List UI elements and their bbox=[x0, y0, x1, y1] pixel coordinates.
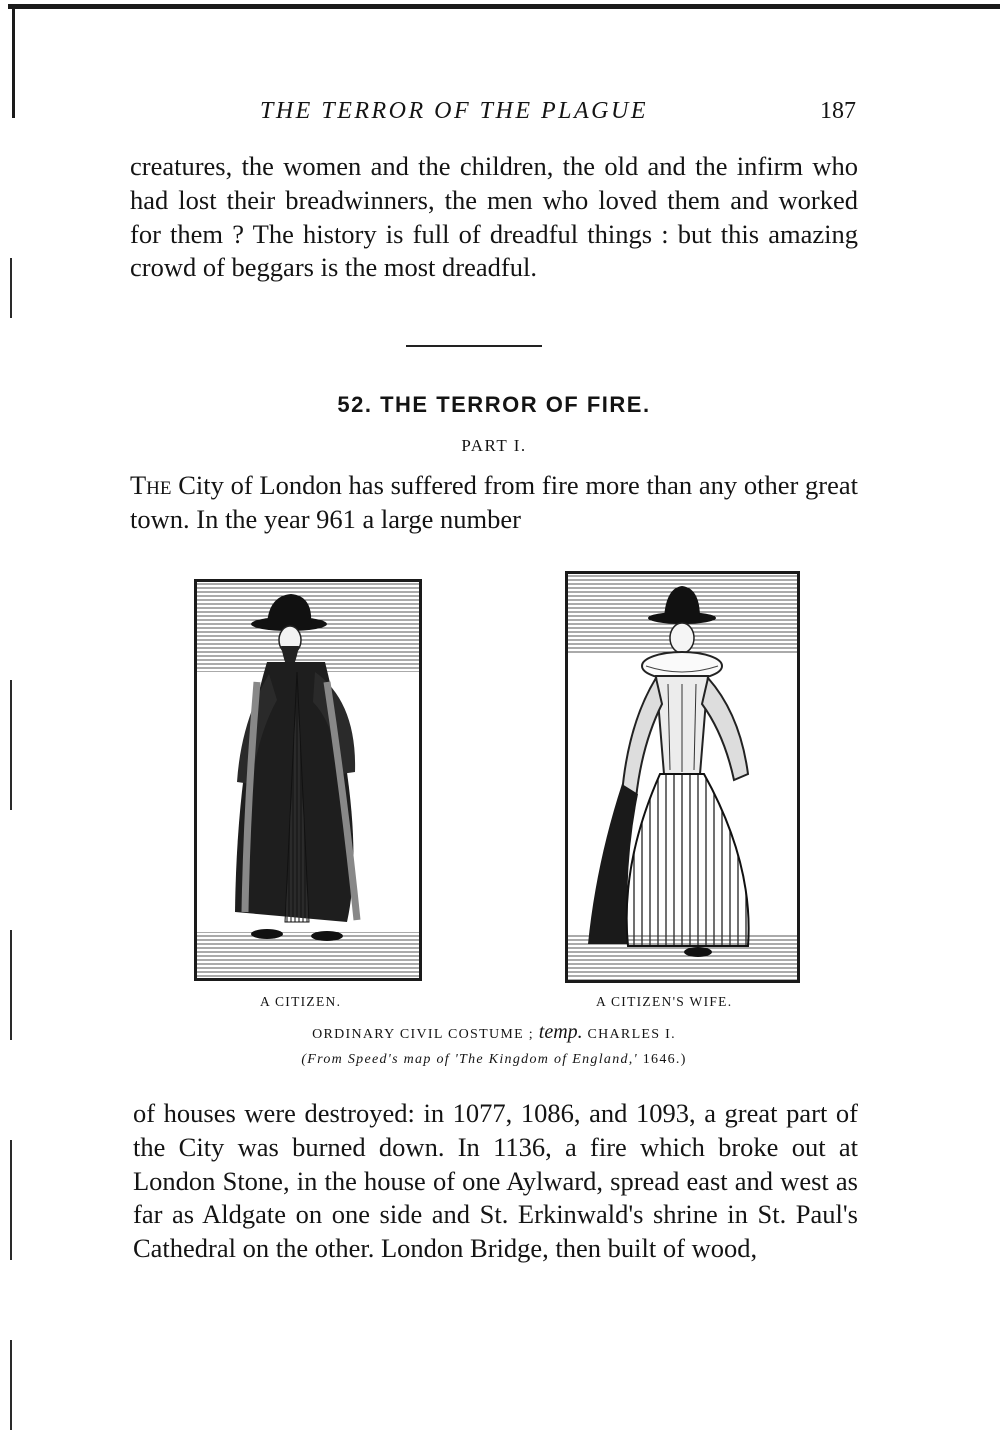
paragraph-continued bbox=[130, 150, 858, 285]
caption-citizens-wife: A CITIZEN'S WIFE. bbox=[596, 994, 733, 1009]
scan-edge-top bbox=[8, 4, 1000, 9]
part-label: PART I. bbox=[461, 436, 527, 455]
citizen-illustration bbox=[197, 582, 419, 978]
caption-costume-label: ORDINARY CIVIL COSTUME ; bbox=[312, 1027, 534, 1042]
citizens-wife-engraving bbox=[565, 571, 800, 983]
paragraph-section-opening bbox=[130, 469, 858, 537]
scan-edge-left bbox=[12, 6, 15, 118]
scan-edge-mark bbox=[10, 258, 12, 318]
scan-edge-mark bbox=[10, 930, 12, 1040]
running-head-title: THE TERROR OF THE PLAGUE bbox=[260, 98, 648, 124]
caption-citizen: A CITIZEN. bbox=[260, 994, 342, 1009]
scan-edge-mark bbox=[10, 1340, 12, 1430]
source-year: 1646.) bbox=[642, 1052, 687, 1067]
scan-edge-mark bbox=[10, 680, 12, 810]
paragraph-continued-after-figure bbox=[133, 1097, 858, 1266]
section-divider bbox=[406, 345, 542, 347]
paragraph-1-text: creatures, the women and the children, the old and the infirm who had lost their breadwinners, the men who loved them and worked for them ? The history is full of dreadful things : but this amazing crowd of beggars is the most dreadful. bbox=[130, 151, 858, 283]
figure-caption bbox=[130, 1021, 858, 1044]
figure-source bbox=[130, 1052, 858, 1068]
running-head bbox=[130, 98, 858, 134]
scan-edge-mark bbox=[10, 1140, 12, 1260]
dropcap-word: The bbox=[130, 470, 172, 500]
source-text: (From Speed's map of 'The Kingdom of England,' bbox=[301, 1052, 638, 1067]
citizens-wife-illustration bbox=[568, 574, 797, 980]
page-number: 187 bbox=[820, 98, 856, 124]
paragraph-2-text: City of London has suffered from fire more than any other great town. In the year 961 a large number bbox=[130, 470, 858, 534]
caption-reign: CHARLES I. bbox=[587, 1027, 676, 1042]
section-title: 52. THE TERROR OF FIRE. bbox=[337, 392, 651, 417]
paragraph-3-text: of houses were destroyed: in 1077, 1086, and 1093, a great part of the City was burned down. In 1136, a fire which broke out at London Stone, in the house of one Aylward, spread east and west as far as Aldgate on one side and St. Erkinwald's shrine in St. Paul's Cathedral on the other. London Bridge, then built of wood, bbox=[133, 1098, 858, 1264]
citizen-engraving bbox=[194, 579, 422, 981]
caption-temp: temp. bbox=[538, 1021, 583, 1043]
